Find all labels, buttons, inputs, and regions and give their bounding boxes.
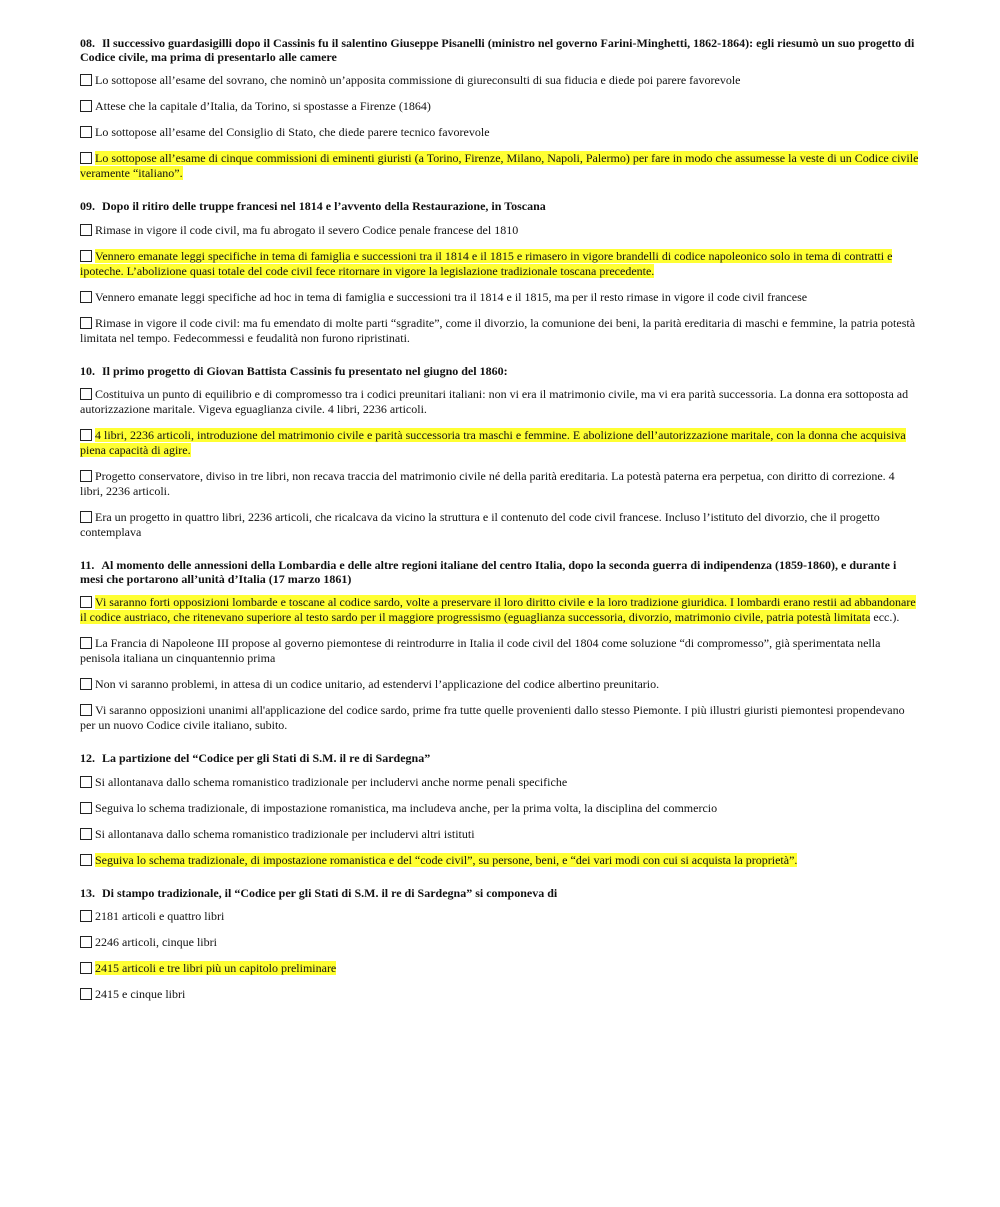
answer-checkbox[interactable] <box>80 854 92 866</box>
question-3 <box>80 365 920 541</box>
answer-option <box>80 935 920 950</box>
answer-text: Si allontanava dallo schema romanistico tradizionale per includervi altri istituti <box>95 826 475 841</box>
answer-text: Progetto conservatore, diviso in tre libri, non recava traccia del matrimonio civile né della parità ereditaria. La potestà paterna era perpetua, con diritto di correzione. 4 libri, 2236 articoli. <box>80 469 895 498</box>
answer-checkbox[interactable] <box>80 291 92 303</box>
answer-checkbox[interactable] <box>80 637 92 649</box>
answer-option <box>80 636 920 666</box>
answer-text-highlighted: Seguiva lo schema tradizionale, di impostazione romanistica e del “code civil”, su persone, beni, e “dei vari modi con cui si acquista la proprietà”. <box>95 852 798 867</box>
answer-option <box>80 316 920 346</box>
answer-checkbox[interactable] <box>80 388 92 400</box>
answer-option <box>80 595 920 625</box>
answer-checkbox[interactable] <box>80 74 92 86</box>
question-text: Di stampo tradizionale, il “Codice per gli Stati di S.M. il re di Sardegna” si componeva di <box>102 885 558 900</box>
answer-text-highlighted: 2415 articoli e tre libri più un capitolo preliminare <box>95 961 337 975</box>
answer-text: Lo sottopose all’esame del sovrano, che nominò un’apposita commissione di giureconsulti di sua fiducia e diede poi parere favorevole <box>95 73 741 87</box>
question-number: 09. <box>80 199 95 213</box>
answer-option <box>80 801 920 816</box>
question-text: Il successivo guardasigilli dopo il Cassinis fu il salentino Giuseppe Pisanelli (ministro nel governo Farini-Minghetti, 1862-1864): egli riesumò un suo progetto di Codice civile, ma prima di presentarlo alle camere <box>80 36 915 64</box>
answer-text: Non vi saranno problemi, in attesa di un codice unitario, ad estendervi l’applicazione del codice albertino preunitario. <box>95 677 660 691</box>
question-6 <box>80 887 920 1003</box>
question-title <box>80 559 920 586</box>
question-title <box>80 365 920 379</box>
answer-option <box>80 853 920 868</box>
answer-text: 2415 e cinque libri <box>95 987 186 1001</box>
answer-checkbox[interactable] <box>80 962 92 974</box>
question-4 <box>80 559 920 733</box>
answer-text: Costituiva un punto di equilibrio e di compromesso tra i codici preunitari italiani: non vi era il matrimonio civile, ma vi era parità successoria. La donna era sottoposta ad autorizzazione maritale. Vigeva eguaglianza civile. 4 libri, 2236 articoli. <box>80 387 909 416</box>
answer-option <box>80 961 920 976</box>
question-text: Al momento delle annessioni della Lombardia e delle altre regioni italiane del centro Italia, dopo la seconda guerra di indipendenza (1859-1860), e durante i mesi che portarono all’unità d’Italia (17 marzo 1861) <box>80 558 897 586</box>
answer-option <box>80 387 920 417</box>
answer-checkbox[interactable] <box>80 317 92 329</box>
question-number: 10. <box>80 363 95 378</box>
answer-option <box>80 677 920 692</box>
answer-option <box>80 987 920 1002</box>
question-title <box>80 200 920 214</box>
answer-option <box>80 909 920 924</box>
answer-text-highlighted: Vi saranno forti opposizioni lombarde e toscane al codice sardo, volte a preservare il loro diritto civile e la loro tradizione giuridica. I lombardi erano restii ad abbandonare il codice austriaco, che ritenevano superiore al testo sardo per il maggiore progressismo (eguaglianza successoria, divorzio, matrimonio civile, patria potestà limitata <box>80 595 916 624</box>
answer-checkbox[interactable] <box>80 596 92 608</box>
answer-option <box>80 125 920 140</box>
answer-text: Rimase in vigore il code civil: ma fu emendato di molte parti “sgradite”, come il divorzio, la comunione dei beni, la parità ereditaria di maschi e femmine, la patria potestà limitata nel tempo. Fedecommessi e feudalità non furono ripristinati. <box>80 315 916 345</box>
answer-text: Lo sottopose all’esame del Consiglio di Stato, che diede parere tecnico favorevole <box>95 125 490 139</box>
answer-text: Vennero emanate leggi specifiche ad hoc in tema di famiglia e successioni tra il 1814 e il 1815, ma per il resto rimase in vigore il code civil francese <box>95 289 808 304</box>
answer-option <box>80 827 920 842</box>
answer-checkbox[interactable] <box>80 828 92 840</box>
answer-text: Si allontanava dallo schema romanistico tradizionale per includervi anche norme penali specifiche <box>95 774 568 789</box>
answer-option <box>80 151 920 181</box>
answer-checkbox[interactable] <box>80 910 92 922</box>
answer-text: Vi saranno opposizioni unanimi all'applicazione del codice sardo, prime fra tutte quelle provenienti dallo stesso Piemonte. I più illustri giuristi piemontesi propendevano per un nuovo Codice civile italiano, subito. <box>80 703 905 732</box>
question-text: Dopo il ritiro delle truppe francesi nel 1814 e l’avvento della Restaurazione, in Toscana <box>102 199 546 213</box>
answer-checkbox[interactable] <box>80 802 92 814</box>
answer-option <box>80 249 920 279</box>
question-text: La partizione del “Codice per gli Stati di S.M. il re di Sardegna” <box>102 751 431 765</box>
answer-option <box>80 469 920 499</box>
answer-checkbox[interactable] <box>80 224 92 236</box>
answer-checkbox[interactable] <box>80 776 92 788</box>
answer-text: 2181 articoli e quattro libri <box>95 909 225 923</box>
answer-text-tail: ecc.). <box>870 610 900 624</box>
answer-checkbox[interactable] <box>80 470 92 482</box>
answer-option <box>80 290 920 305</box>
answer-text: Seguiva lo schema tradizionale, di impostazione romanistica, ma includeva anche, per la prima volta, la disciplina del commercio <box>95 800 718 815</box>
answer-checkbox[interactable] <box>80 678 92 690</box>
answer-option <box>80 73 920 88</box>
question-title <box>80 887 920 901</box>
question-5 <box>80 752 920 868</box>
question-title <box>80 752 920 766</box>
answer-option <box>80 223 920 238</box>
quiz-page <box>80 37 920 1021</box>
answer-option <box>80 703 920 733</box>
answer-checkbox[interactable] <box>80 936 92 948</box>
answer-checkbox[interactable] <box>80 704 92 716</box>
question-number: 11. <box>80 558 95 572</box>
question-number: 12. <box>80 751 95 765</box>
answer-checkbox[interactable] <box>80 988 92 1000</box>
question-number: 08. <box>80 36 95 50</box>
answer-text: Era un progetto in quattro libri, 2236 articoli, che ricalcava da vicino la struttura e il contenuto del code civil francese. Incluso l’istituto del divorzio, che il progetto contemplava <box>80 510 880 539</box>
answer-text: 2246 articoli, cinque libri <box>95 935 217 949</box>
question-title <box>80 37 920 64</box>
answer-option <box>80 775 920 790</box>
answer-checkbox[interactable] <box>80 126 92 138</box>
question-text: Il primo progetto di Giovan Battista Cassinis fu presentato nel giugno del 1860: <box>102 363 508 378</box>
question-2 <box>80 200 920 346</box>
answer-option <box>80 428 920 458</box>
answer-text: Attese che la capitale d’Italia, da Torino, si spostasse a Firenze (1864) <box>95 99 431 113</box>
answer-text: La Francia di Napoleone III propose al governo piemontese di reintrodurre in Italia il code civil del 1804 come soluzione “di compromesso”, già sperimentata nella penisola italiana un cinquantennio prima <box>80 636 881 665</box>
answer-option <box>80 510 920 540</box>
answer-option <box>80 99 920 114</box>
answer-checkbox[interactable] <box>80 250 92 262</box>
answer-checkbox[interactable] <box>80 100 92 112</box>
question-number: 13. <box>80 885 95 900</box>
answer-text-highlighted: 4 libri, 2236 articoli, introduzione del matrimonio civile e parità successoria tra maschi e femmine. E abolizione dell’autorizzazione maritale, con la donna che acquisiva piena capacità di agire. <box>80 428 906 457</box>
answer-text: Rimase in vigore il code civil, ma fu abrogato il severo Codice penale francese del 1810 <box>95 222 519 237</box>
question-1 <box>80 37 920 181</box>
answer-text-highlighted: Lo sottopose all’esame di cinque commissioni di eminenti giuristi (a Torino, Firenze, Milano, Napoli, Palermo) per fare in modo che assumesse la veste di un Codice civile veramente “italiano”. <box>80 151 919 180</box>
answer-checkbox[interactable] <box>80 511 92 523</box>
answer-checkbox[interactable] <box>80 429 92 441</box>
answer-checkbox[interactable] <box>80 152 92 164</box>
answer-text-highlighted: Vennero emanate leggi specifiche in tema di famiglia e successioni tra il 1814 e il 1815 e rimasero in vigore brandelli di codice napoleonico solo in tema di contratti e ipoteche. L’abolizione quasi totale del code civil fece ritornare in vigore la legislazione tradizionale toscana precedente. <box>80 248 893 278</box>
